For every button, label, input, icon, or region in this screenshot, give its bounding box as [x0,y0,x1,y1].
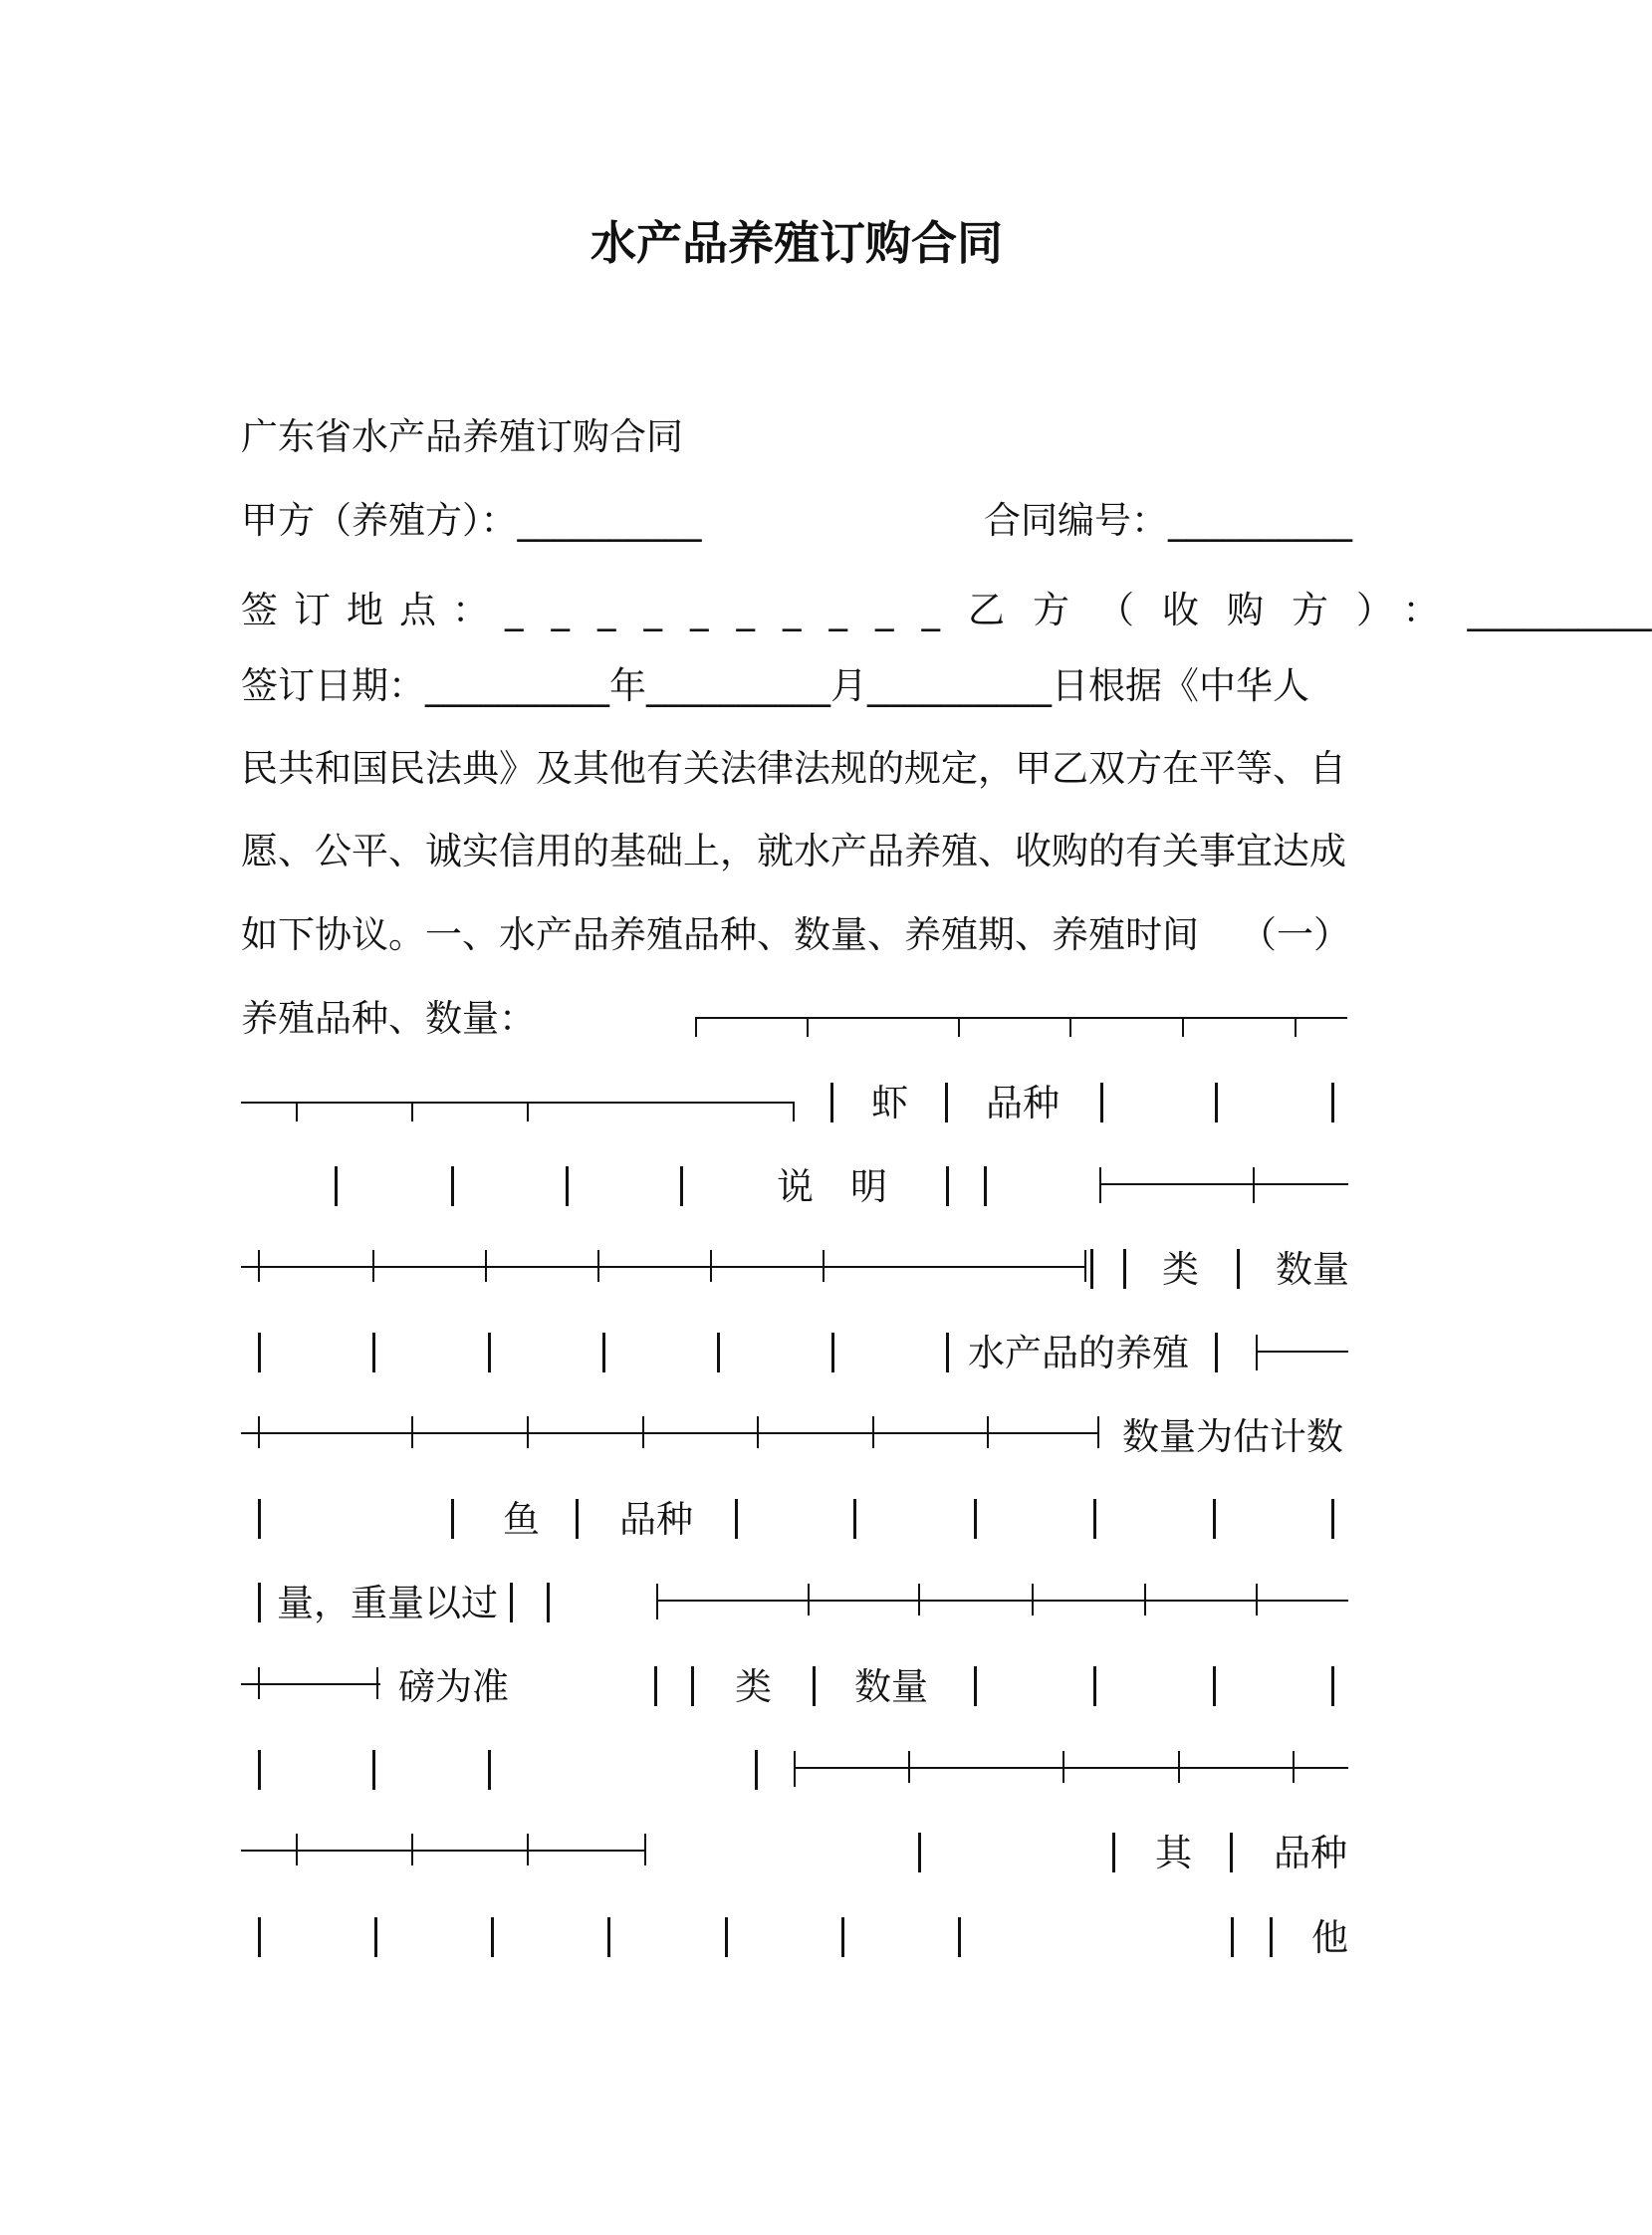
table-bar [841,1917,844,1957]
table-bar [853,1499,856,1539]
cell-quantity: 数量 [854,1665,928,1708]
table-rule [527,1102,529,1121]
party-b-name-blank: __________ [1467,589,1652,631]
table-bar [1237,1249,1240,1289]
table-rule [411,1834,413,1865]
table-rule [642,1416,644,1448]
table-rule [695,1017,1347,1019]
cell-note-text: 水产品的养殖 [968,1332,1189,1374]
table-bar [974,1499,977,1539]
table-bar [1215,1333,1218,1372]
table-rule [376,1667,378,1699]
table-rule [807,1017,809,1037]
table-rule [258,1416,260,1448]
table-rule [1069,1017,1071,1037]
table-rule [296,1834,298,1865]
table-rule [794,1751,796,1787]
cell-other: 他 [1311,1916,1348,1959]
section-marker: （一） [1240,913,1350,956]
table-rule [372,1250,374,1282]
table-rule [1084,1250,1086,1282]
table-rule [1253,1167,1255,1203]
table-bar [607,1917,610,1957]
table-rule [958,1017,960,1037]
table-bar [335,1166,338,1206]
table-rule [757,1416,759,1448]
table-rule [987,1416,989,1448]
table-rule [1099,1183,1348,1185]
table-bar [258,1917,261,1957]
table-bar [958,1917,961,1957]
table-bar [374,1917,377,1957]
table-rule [527,1834,529,1865]
table-bar [1123,1249,1126,1289]
table-bar [451,1499,454,1539]
cell-other: 其 [1155,1832,1192,1874]
table-bar [918,1833,921,1872]
table-bar [946,1166,949,1206]
table-rule [241,1683,380,1685]
table-bar [1230,1833,1233,1872]
table-bar [717,1333,720,1372]
table-bar [1331,1083,1334,1122]
table-bar [1231,1917,1234,1957]
table-bar [1093,1499,1096,1539]
table-rule [644,1834,646,1865]
table-rule [1295,1017,1297,1037]
table-rule [1178,1751,1180,1783]
party-b-blank: __________乙方 [505,589,1097,631]
paragraph-line: 愿、公平、诚实信用的基础上，就水产品养殖、收购的有关事宜达成 [241,830,1346,872]
table-bar [1112,1833,1115,1872]
cell-note-text: 数量为估计数 [1122,1415,1343,1458]
table-rule [656,1600,1348,1602]
table-rule [1144,1584,1146,1615]
document-title: 水产品养殖订购合同 [590,216,1003,270]
table-rule [794,1767,1348,1769]
table-bar [510,1583,513,1622]
table-rule [241,1850,646,1852]
table-rule [710,1250,712,1282]
table-rule [1062,1751,1064,1783]
table-rule [1256,1335,1258,1370]
table-rule [695,1017,697,1037]
table-rule [1256,1584,1258,1615]
table-bar [1213,1499,1216,1539]
breed-quantity-label: 养殖品种、数量： [241,997,536,1040]
table-rule [485,1250,487,1282]
table-rule [411,1416,413,1448]
table-bar [602,1333,605,1372]
table-bar [1215,1083,1218,1122]
table-bar [735,1499,738,1539]
table-bar [755,1750,758,1790]
table-bar [1100,1083,1103,1122]
table-bar [1270,1917,1273,1957]
table-bar [488,1750,491,1790]
table-rule [258,1250,260,1282]
cell-variety: 品种 [1274,1832,1347,1874]
party-a-line: 甲方（养殖方）：__________ [241,499,702,542]
table-bar [1213,1666,1216,1706]
table-bar [984,1166,987,1206]
table-bar [691,1666,694,1706]
table-bar [830,1083,833,1122]
contract-number-line: 合同编号：__________ [984,499,1352,542]
table-rule [296,1102,298,1121]
table-bar [258,1750,261,1790]
table-bar [566,1166,569,1206]
table-bar [680,1166,683,1206]
table-rule [241,1266,1086,1268]
table-rule [1293,1751,1295,1783]
table-rule [527,1416,529,1448]
table-rule [656,1584,658,1619]
cell-quantity: 数量 [1276,1248,1349,1291]
cell-kind: 类 [1162,1248,1199,1291]
table-bar [1331,1666,1334,1706]
cell-note-text: 磅为准 [398,1665,509,1708]
table-rule [1182,1017,1184,1037]
table-rule [1256,1351,1348,1353]
table-rule [258,1667,260,1699]
table-rule [241,1432,1097,1434]
paragraph-line: 民共和国民法典》及其他有关法律法规的规定，甲乙双方在平等、自 [241,747,1346,790]
cell-variety: 品种 [986,1082,1060,1124]
sign-place-line [241,589,1652,631]
table-rule [823,1250,825,1282]
paragraph-line: 签订日期：__________年__________月__________日根据《中华人 [241,664,1309,707]
table-rule [411,1102,413,1121]
table-rule [1097,1416,1099,1448]
party-b-label: （收购方）： [1097,589,1468,631]
cell-kind: 类 [735,1665,772,1708]
sign-place-label: 签订地点： [241,589,505,631]
document-subtitle: 广东省水产品养殖订购合同 [241,415,683,458]
paragraph-line: 如下协议。一、水产品养殖品种、数量、养殖期、养殖时间 [241,913,1199,956]
table-bar [813,1666,816,1706]
table-bar [547,1583,550,1622]
cell-shrimp: 虾 [871,1082,908,1124]
table-bar [831,1333,834,1372]
table-bar [576,1499,579,1539]
table-bar [258,1499,261,1539]
cell-fish: 鱼 [503,1498,540,1541]
cell-note-header: 说 明 [777,1165,887,1208]
table-bar [945,1083,948,1122]
table-rule [872,1416,874,1448]
cell-note-text: 量，重量以过 [277,1582,498,1624]
table-rule [597,1250,599,1282]
table-bar [974,1666,977,1706]
table-bar [1090,1249,1093,1289]
table-bar [258,1583,261,1622]
table-bar [491,1917,494,1957]
table-rule [793,1102,795,1121]
table-rule [908,1751,910,1783]
cell-variety: 品种 [619,1498,693,1541]
table-bar [488,1333,491,1372]
table-rule [918,1584,920,1615]
table-bar [725,1917,728,1957]
table-bar [654,1666,657,1706]
table-bar [372,1750,375,1790]
table-rule [1032,1584,1034,1615]
table-bar [946,1333,949,1372]
table-bar [451,1166,454,1206]
table-bar [258,1333,261,1372]
table-bar [1093,1666,1096,1706]
table-bar [1331,1499,1334,1539]
table-rule [241,1102,795,1104]
table-bar [372,1333,375,1372]
table-rule [808,1584,810,1615]
table-rule [1099,1167,1101,1203]
